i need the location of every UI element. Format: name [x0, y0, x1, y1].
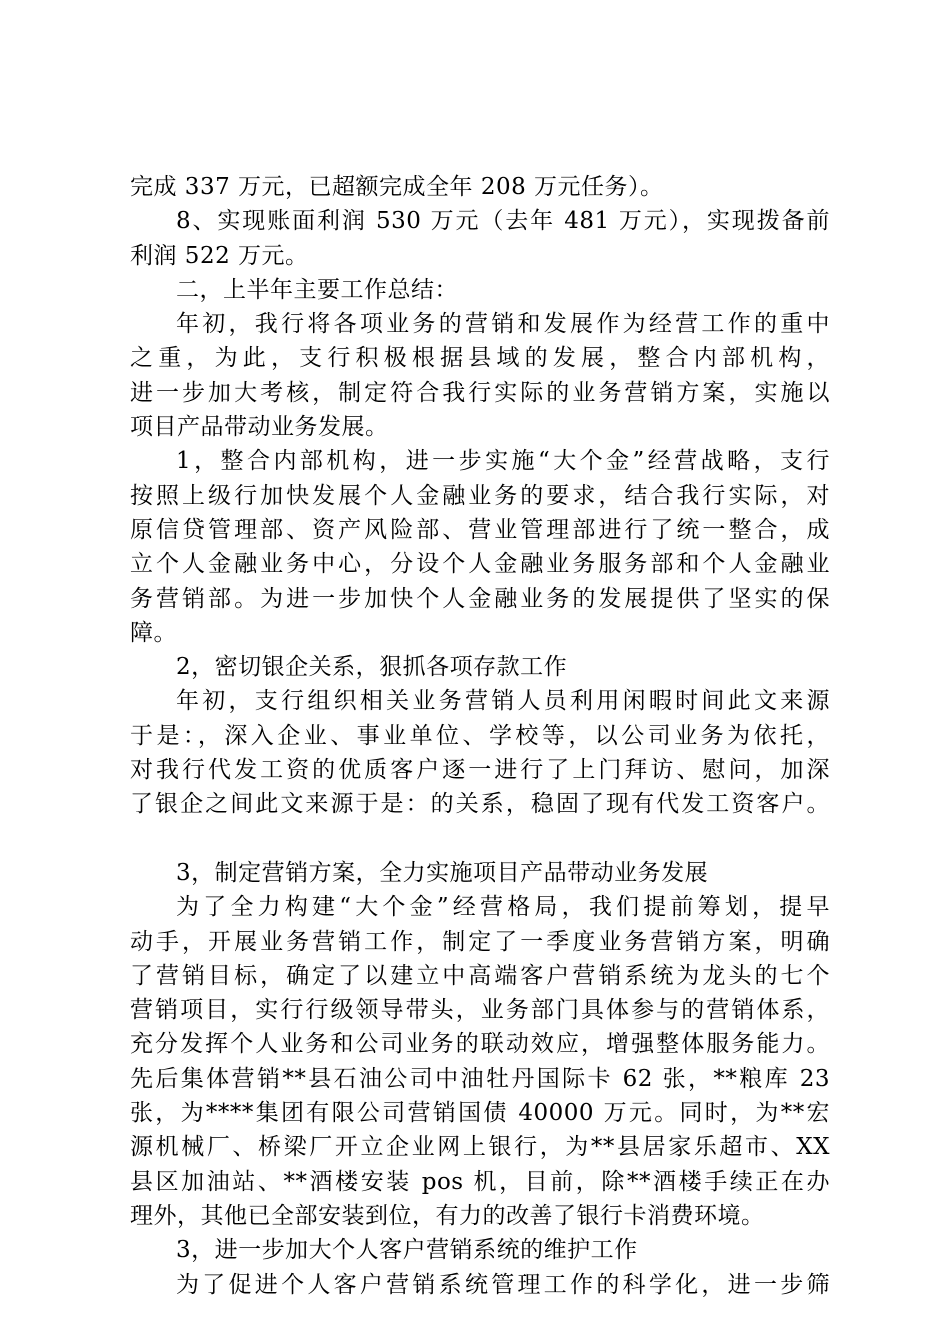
text-line: 县区加油站、**酒楼安装 pos 机，目前，除**酒楼手续正在办 [130, 1168, 830, 1195]
text-line: 理外，其他已全部安装到位，有力的改善了银行卡消费环境。 [130, 1202, 765, 1229]
text-line: 张，为****集团有限公司营销国债 40000 万元。同时，为**宏 [130, 1100, 830, 1127]
text-line: 进一步加大考核，制定符合我行实际的业务营销方案，实施以 [130, 379, 830, 406]
text-line: 对我行代发工资的优质客户逐一进行了上门拜访、慰问，加深 [130, 757, 830, 784]
text-line: 营销项目，实行行级领导带头，业务部门具体参与的营销体系， [130, 997, 830, 1024]
text-line: 之重，为此，支行积极根据县域的发展，整合内部机构， [130, 345, 830, 372]
subsection-heading: 3，进一步加大个人客户营销系统的维护工作 [176, 1237, 638, 1264]
document-body [130, 170, 830, 1302]
text-line: 动手，开展业务营销工作，制定了一季度业务营销方案，明确 [130, 928, 830, 955]
text-line: 务营销部。为进一步加快个人金融业务的发展提供了坚实的保 [130, 585, 830, 612]
text-line: 源机械厂、桥梁厂开立企业网上银行，为**县居家乐超市、XX [130, 1134, 830, 1161]
paragraph-gap [130, 822, 830, 856]
text-line: 项目产品带动业务发展。 [130, 414, 389, 441]
subsection-heading: 1，整合内部机构，进一步实施“大个金”经营战略，支行 [176, 448, 830, 475]
subsection-heading: 3，制定营销方案，全力实施项目产品带动业务发展 [176, 859, 709, 886]
text-line: 了营销目标，确定了以建立中高端客户营销系统为龙头的七个 [130, 962, 830, 989]
text-line: 为了全力构建“大个金”经营格局，我们提前筹划，提早 [176, 894, 830, 921]
text-line: 利润 522 万元。 [130, 242, 309, 269]
text-line: 立个人金融业务中心，分设个人金融业务服务部和个人金融业 [130, 551, 830, 578]
text-line: 年初，我行将各项业务的营销和发展作为经营工作的重中 [176, 311, 830, 338]
text-line: 原信贷管理部、资产风险部、营业管理部进行了统一整合，成 [130, 516, 830, 543]
text-line: 障。 [130, 619, 177, 646]
text-line: 于是：，深入企业、事业单位、学校等，以公司业务为依托， [130, 722, 830, 749]
text-line: 充分发挥个人业务和公司业务的联动效应，增强整体服务能力。 [130, 1031, 830, 1058]
subsection-heading: 2，密切银企关系，狠抓各项存款工作 [176, 654, 568, 681]
text-line: 8、实现账面利润 530 万元（去年 481 万元），实现拨备前 [176, 208, 830, 235]
text-line: 先后集体营销**县石油公司中油牡丹国际卡 62 张，**粮库 23 [130, 1065, 830, 1092]
text-line: 为了促进个人客户营销系统管理工作的科学化，进一步筛 [176, 1271, 830, 1298]
text-line: 了银企之间此文来源于是：的关系，稳固了现有代发工资客户。 [130, 791, 830, 818]
text-line: 年初，支行组织相关业务营销人员利用闲暇时间此文来源 [176, 688, 830, 715]
text-line: 完成 337 万元，已超额完成全年 208 万元任务）。 [130, 174, 664, 200]
section-heading: 二，上半年主要工作总结： [176, 276, 458, 303]
text-line: 按照上级行加快发展个人金融业务的要求，结合我行实际，对 [130, 482, 830, 509]
